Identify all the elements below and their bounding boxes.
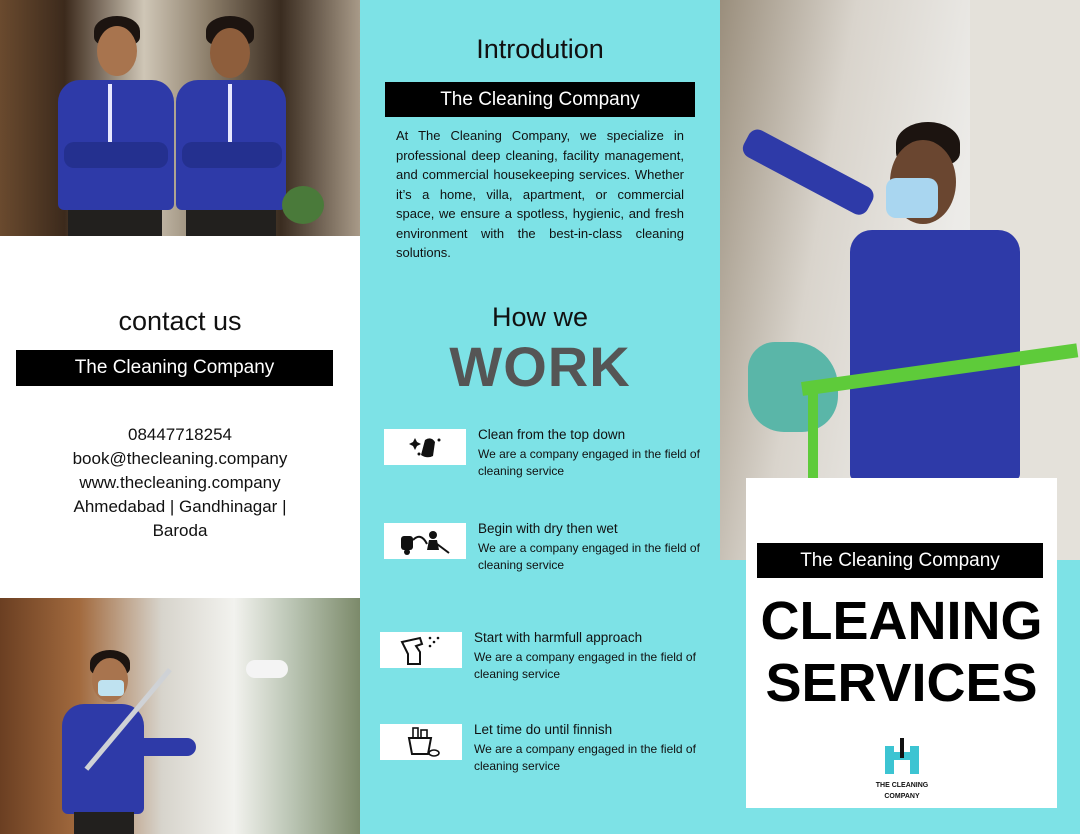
intro-title: Introdution xyxy=(476,34,604,64)
step-title: Start with harmfull approach xyxy=(474,630,643,645)
ladder-worker xyxy=(840,120,1040,480)
work-title: WORK xyxy=(449,335,631,398)
step-icon-box xyxy=(384,523,466,559)
staff-photo xyxy=(0,0,360,236)
logo-text-line-2: COMPANY xyxy=(884,793,920,800)
vacuum-cleaner-icon xyxy=(397,526,453,556)
window-cleaning-photo xyxy=(0,598,360,834)
cover-card xyxy=(746,478,1057,808)
cover-title xyxy=(746,590,1057,714)
step-description: We are a company engaged in the field of cleaning service xyxy=(474,650,696,681)
website-address: www.thecleaning.company xyxy=(79,473,281,492)
locations-line-2: Baroda xyxy=(152,521,208,540)
step-item-harmfull-approach xyxy=(380,630,700,690)
staff-member-right xyxy=(176,16,288,236)
intro-paragraph: At The Cleaning Company, we specialize in professional deep cleaning, facility management, and commercial housekeeping services. Whether it’s a home, villa, apartment, or commercial space, we ensure a spotless, hygienic, and fresh environment with the best-in-class cleaning solutions. xyxy=(396,128,684,260)
cleaning-bucket-icon xyxy=(401,726,441,758)
ladder-worker-photo xyxy=(720,0,1080,560)
step-title: Clean from the top down xyxy=(478,427,626,442)
left-panel xyxy=(0,0,360,834)
company-logo xyxy=(874,738,930,801)
sparkle-wipe-icon xyxy=(405,432,445,462)
step-icon-box xyxy=(380,632,462,668)
step-title: Let time do until finnish xyxy=(474,722,613,737)
step-item-top-down xyxy=(384,427,704,487)
building-logo-icon xyxy=(885,738,919,774)
spray-bottle-icon xyxy=(396,634,446,666)
contact-title: contact us xyxy=(118,306,242,336)
company-name-bar: The Cleaning Company xyxy=(757,543,1043,578)
email-address: book@thecleaning.company xyxy=(72,449,288,468)
duster-head xyxy=(246,660,288,678)
locations-line-1: Ahmedabad | Gandhinagar | xyxy=(73,497,287,516)
cover-title-line-1: CLEANING xyxy=(760,591,1043,651)
phone-number: 08447718254 xyxy=(127,425,232,444)
step-description: We are a company engaged in the field of cleaning service xyxy=(478,447,700,478)
cover-title-line-2: SERVICES xyxy=(765,653,1038,713)
company-name-bar: The Cleaning Company xyxy=(16,350,333,386)
contact-details xyxy=(40,423,320,543)
company-name-bar: The Cleaning Company xyxy=(385,82,695,117)
step-description: We are a company engaged in the field of cleaning service xyxy=(478,541,700,572)
how-we-title: How we xyxy=(491,302,589,332)
step-icon-box xyxy=(384,429,466,465)
logo-text-line-1: THE CLEANING xyxy=(875,782,929,789)
step-description: We are a company engaged in the field of cleaning service xyxy=(474,742,696,773)
potted-plant xyxy=(282,186,324,224)
middle-panel xyxy=(360,0,720,834)
step-item-dry-wet xyxy=(384,521,704,581)
right-panel xyxy=(720,0,1080,834)
step-icon-box xyxy=(380,724,462,760)
step-title: Begin with dry then wet xyxy=(478,521,618,536)
staff-member-left xyxy=(56,14,174,236)
step-item-let-time xyxy=(380,722,700,782)
window-cleaner xyxy=(60,650,200,834)
